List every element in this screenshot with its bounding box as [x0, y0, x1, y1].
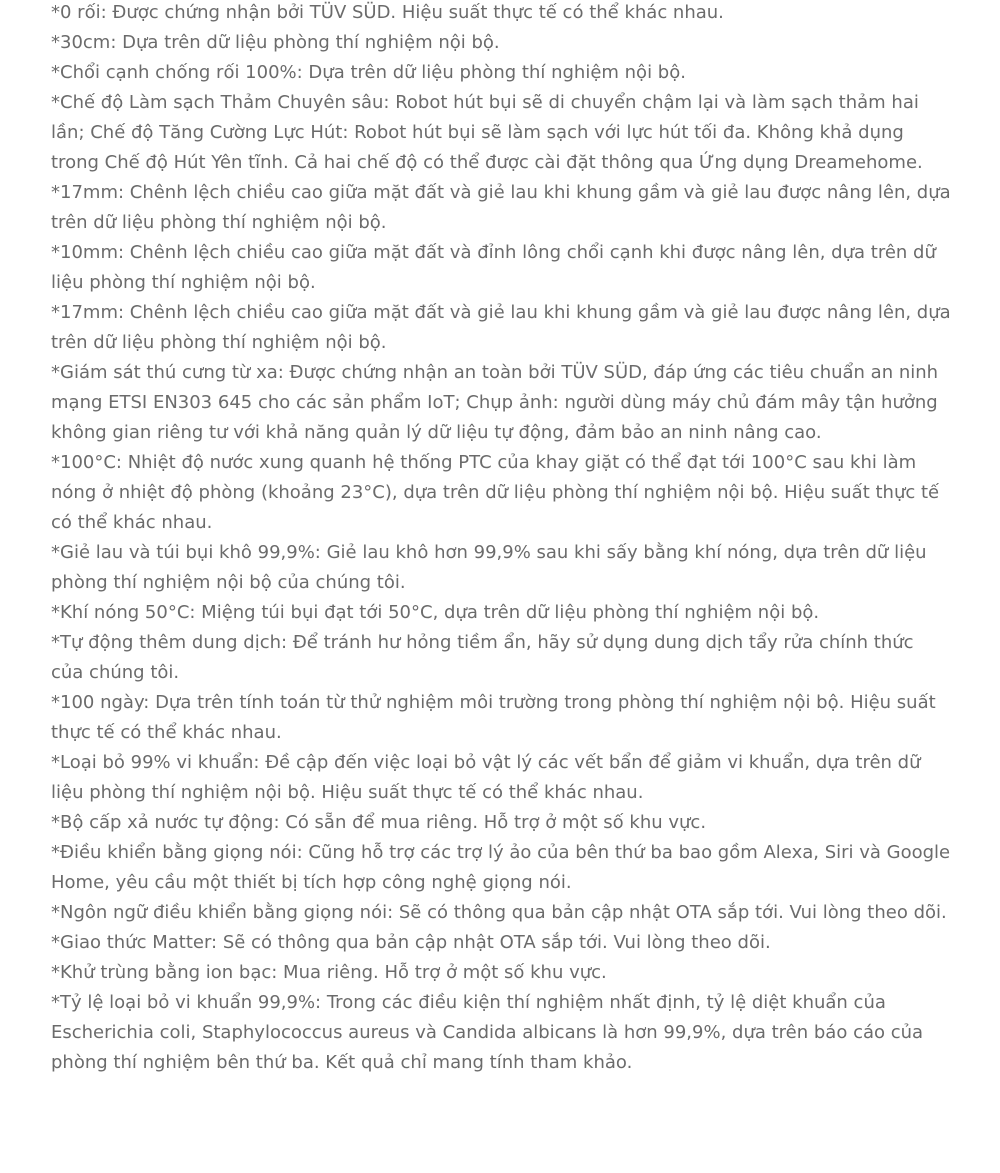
footnote-mop-dust-bag-dry: *Giẻ lau và túi bụi khô 99,9%: Giẻ lau khô hơn 99,9% sau khi sấy bằng khí nóng, dựa trên dữ liệu phòng thí nghiệm nội bộ của chúng tôi.	[51, 542, 927, 593]
footnote-list	[51, 0, 951, 1078]
footnote-99-bacteria-removal: *Loại bỏ 99% vi khuẩn: Đề cập đến việc loại bỏ vật lý các vết bẩn để giảm vi khuẩn, dựa trên dữ liệu phòng thí nghiệm nội bộ. Hiệu suất thực tế có thể khác nhau.	[51, 752, 921, 803]
footnote-remote-pet-monitoring: *Giám sát thú cưng từ xa: Được chứng nhận an toàn bởi TÜV SÜD, đáp ứng các tiêu chuẩn an ninh mạng ETSI EN303 645 cho các sản phẩm IoT; Chụp ảnh: người dùng máy chủ đám mây tận hưởng không gian riêng tư với khả năng quản lý dữ liệu tự động, đảm bảo an ninh nâng cao.	[51, 362, 939, 443]
footnote-100c-water: *100°C: Nhiệt độ nước xung quanh hệ thống PTC của khay giặt có thể đạt tới 100°C sau khi làm nóng ở nhiệt độ phòng (khoảng 23°C), dựa trên dữ liệu phòng thí nghiệm nội bộ. Hiệu suất thực tế có thể khác nhau.	[51, 452, 940, 533]
footnote-silver-ion-sterilization: *Khử trùng bằng ion bạc: Mua riêng. Hỗ trợ ở một số khu vực.	[51, 962, 607, 983]
footnote-matter-protocol: *Giao thức Matter: Sẽ có thông qua bản cập nhật OTA sắp tới. Vui lòng theo dõi.	[51, 932, 771, 953]
footnote-100-days: *100 ngày: Dựa trên tính toán từ thử nghiệm môi trường trong phòng thí nghiệm nội bộ. Hiệu suất thực tế có thể khác nhau.	[51, 692, 936, 743]
footnote-zero-tangle: *0 rối: Được chứng nhận bởi TÜV SÜD. Hiệu suất thực tế có thể khác nhau.	[51, 2, 724, 23]
footnote-auto-water-refill-drain: *Bộ cấp xả nước tự động: Có sẵn để mua riêng. Hỗ trợ ở một số khu vực.	[51, 812, 707, 833]
footnote-side-brush-anti-tangle: *Chổi cạnh chống rối 100%: Dựa trên dữ liệu phòng thí nghiệm nội bộ.	[51, 62, 686, 83]
footnote-17mm-mop-lift-repeat: *17mm: Chênh lệch chiều cao giữa mặt đất và giẻ lau khi khung gầm và giẻ lau được nâng lên, dựa trên dữ liệu phòng thí nghiệm nội bộ.	[51, 302, 951, 353]
footnote-10mm-side-brush-lift: *10mm: Chênh lệch chiều cao giữa mặt đất và đỉnh lông chổi cạnh khi được nâng lên, dựa trên dữ liệu phòng thí nghiệm nội bộ.	[51, 242, 936, 293]
footnote-auto-detergent: *Tự động thêm dung dịch: Để tránh hư hỏng tiềm ẩn, hãy sử dụng dung dịch tẩy rửa chính thức của chúng tôi.	[51, 632, 914, 683]
footnote-17mm-mop-lift: *17mm: Chênh lệch chiều cao giữa mặt đất và giẻ lau khi khung gầm và giẻ lau được nâng lên, dựa trên dữ liệu phòng thí nghiệm nội bộ.	[51, 182, 951, 233]
footnote-deep-carpet-cleaning: *Chế độ Làm sạch Thảm Chuyên sâu: Robot hút bụi sẽ di chuyển chậm lại và làm sạch thảm hai lần; Chế độ Tăng Cường Lực Hút: Robot hút bụi sẽ làm sạch với lực hút tối đa. Không khả dụng trong Chế độ Hút Yên tĩnh. Cả hai chế độ có thể được cài đặt thông qua Ứng dụng Dreamehome.	[51, 92, 923, 173]
footnote-voice-language: *Ngôn ngữ điều khiển bằng giọng nói: Sẽ có thông qua bản cập nhật OTA sắp tới. Vui lòng theo dõi.	[51, 902, 947, 923]
footnote-999-bacteria-removal: *Tỷ lệ loại bỏ vi khuẩn 99,9%: Trong các điều kiện thí nghiệm nhất định, tỷ lệ diệt khuẩn của Escherichia coli, Staphylococcus aureus và Candida albicans là hơn 99,9%, dựa trên báo cáo của phòng thí nghiệm bên thứ ba. Kết quả chỉ mang tính tham khảo.	[51, 992, 924, 1073]
footnote-voice-control: *Điều khiển bằng giọng nói: Cũng hỗ trợ các trợ lý ảo của bên thứ ba bao gồm Alexa, Siri và Google Home, yêu cầu một thiết bị tích hợp công nghệ giọng nói.	[51, 842, 951, 893]
footnote-30cm: *30cm: Dựa trên dữ liệu phòng thí nghiệm nội bộ.	[51, 32, 500, 53]
footnote-hot-air-50c: *Khí nóng 50°C: Miệng túi bụi đạt tới 50°C, dựa trên dữ liệu phòng thí nghiệm nội bộ.	[51, 602, 820, 623]
